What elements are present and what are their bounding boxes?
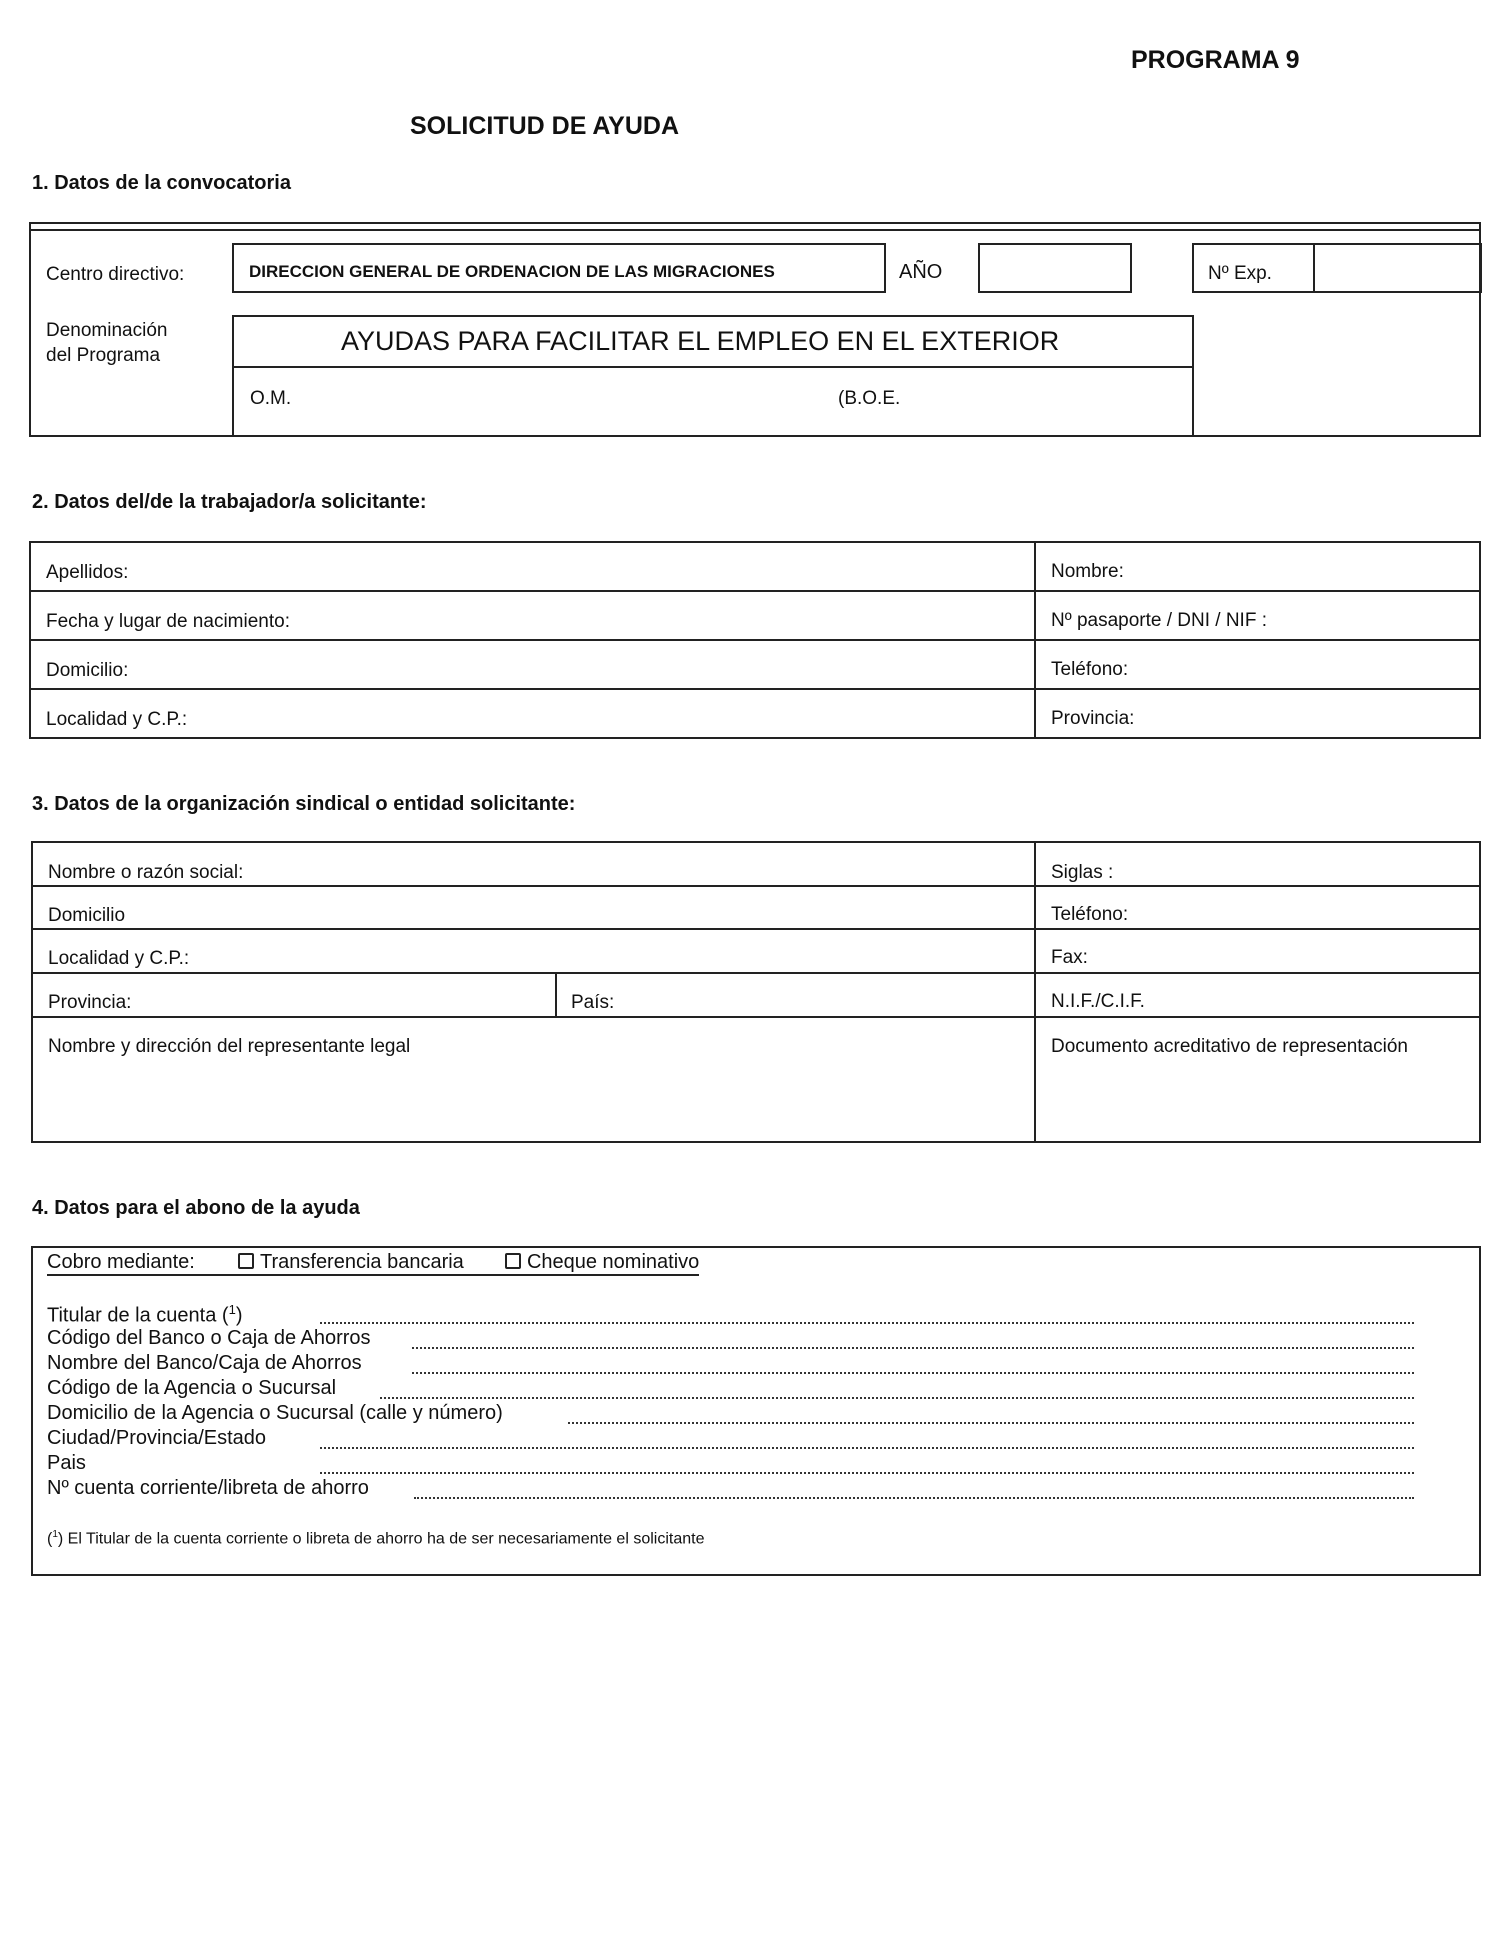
transferencia-checkbox[interactable] [238,1253,254,1269]
denominacion-label-line-1: Denominación [46,320,168,341]
cheque-label: Cheque nominativo [526,1251,700,1273]
nif-label: N.I.F./C.I.F. [1051,991,1145,1012]
programa-value: AYUDAS PARA FACILITAR EL EMPLEO EN EL EXTERIOR [341,326,1060,356]
fax-label: Fax: [1051,947,1088,968]
provincia-pais-divider [555,972,557,1016]
cobro-row [47,1250,699,1276]
boe-label: (B.O.E. [838,388,901,409]
section-2-heading: 2. Datos del/de la trabajador/a solicitante: [32,491,427,513]
nombre-label: Nombre: [1051,561,1124,582]
section-3-row-line [31,928,1481,930]
localidad-label: Localidad y C.P.: [46,709,188,730]
telefono-label: Teléfono: [1051,659,1129,680]
numero-cuenta-label: Nº cuenta corriente/libreta de ahorro [47,1477,369,1499]
siglas-label: Siglas : [1051,862,1114,883]
section-3-row-line [31,885,1481,887]
fecha-nacimiento-label: Fecha y lugar de nacimiento: [46,611,290,632]
section-4-heading: 4. Datos para el abono de la ayuda [32,1197,360,1219]
cobro-label: Cobro mediante: [47,1251,195,1273]
entidad-domicilio-label: Domicilio [48,905,126,926]
numero-cuenta-field[interactable] [414,1497,1414,1499]
section-1-top-rule [29,229,1481,231]
section-3-row-line [31,972,1481,974]
pais-banco-field[interactable] [320,1472,1414,1474]
codigo-banco-field[interactable] [412,1347,1414,1349]
footnote: ($^1$) El Titular de la cuenta corriente o libreta de ahorro ha de ser necesariamente el solicitante [47,1529,705,1548]
titular-field[interactable] [320,1322,1414,1324]
entidad-telefono-label: Teléfono: [1051,904,1129,925]
anio-field[interactable] [978,243,1132,293]
apellidos-label: Apellidos: [46,562,129,583]
om-label: O.M. [250,388,292,409]
nexp-field[interactable] [1315,245,1479,291]
nombre-banco-field[interactable] [412,1372,1414,1374]
section-2-row-line [29,590,1481,592]
pais-banco-label: Pais [47,1452,86,1474]
anio-label: AÑO [899,261,943,283]
codigo-agencia-field[interactable] [380,1397,1414,1399]
entidad-localidad-label: Localidad y C.P.: [48,948,190,969]
nombre-banco-label: Nombre del Banco/Caja de Ahorros [47,1352,362,1374]
nexp-label: Nº Exp. [1208,263,1272,284]
codigo-agencia-label: Código de la Agencia o Sucursal [47,1377,337,1399]
razon-social-label: Nombre o razón social: [48,862,244,883]
titular-label: Titular de la cuenta ($^1$) [47,1302,243,1327]
ciudad-field[interactable] [320,1447,1414,1449]
provincia-label: Provincia: [1051,708,1135,729]
transferencia-label: Transferencia bancaria [260,1251,464,1273]
entidad-provincia-label: Provincia: [48,992,132,1013]
domicilio-agencia-field[interactable] [568,1422,1414,1424]
page-title: SOLICITUD DE AYUDA [410,112,680,140]
section-1-heading: 1. Datos de la convocatoria [32,172,291,194]
cheque-option[interactable] [505,1251,699,1273]
section-2-row-line [29,688,1481,690]
transferencia-option[interactable] [238,1251,464,1273]
program-number: PROGRAMA 9 [1131,46,1300,74]
ciudad-label: Ciudad/Provincia/Estado [47,1427,267,1449]
section-2-row-line [29,639,1481,641]
centro-value: DIRECCION GENERAL DE ORDENACION DE LAS MIGRACIONES [249,262,775,281]
section-3-row-line [31,1016,1481,1018]
domicilio-agencia-label: Domicilio de la Agencia o Sucursal (calle y número) [47,1402,503,1424]
programa-divider [232,366,1194,368]
domicilio-label: Domicilio: [46,660,129,681]
pasaporte-label: Nº pasaporte / DNI / NIF : [1051,610,1268,631]
representante-label: Nombre y dirección del representante legal [48,1036,411,1057]
denominacion-label-line-2: del Programa [46,345,161,366]
centro-label: Centro directivo: [46,264,185,285]
codigo-banco-label: Código del Banco o Caja de Ahorros [47,1327,371,1349]
cheque-checkbox[interactable] [505,1253,521,1269]
section-3-heading: 3. Datos de la organización sindical o entidad solicitante: [32,793,576,815]
documento-label: Documento acreditativo de representación [1051,1036,1408,1057]
pais-label: País: [571,992,615,1013]
